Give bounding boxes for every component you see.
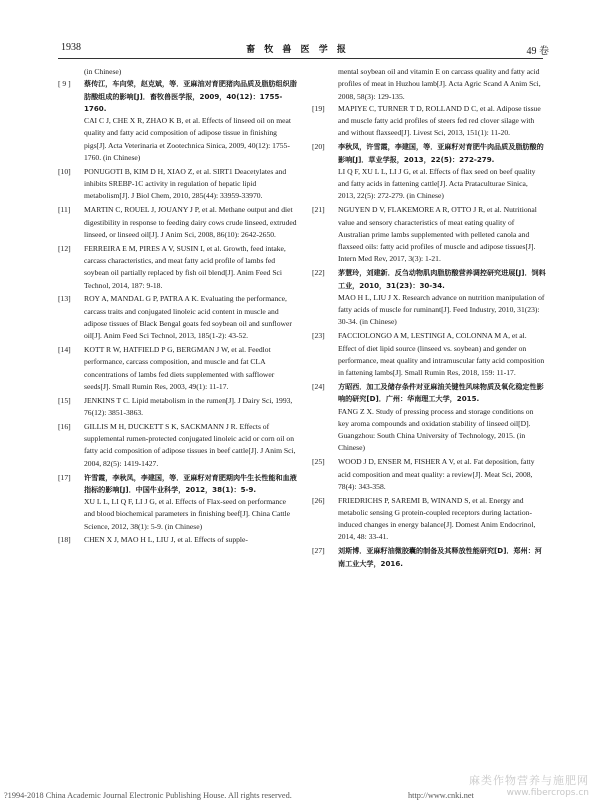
reference-number: [10] [58, 166, 71, 176]
reference-english-text: XU L L, LI Q F, LI J G, et al. Effects of Flax-seed on performance and blood biochemical parameters in finishing beef[J]. China Cattle Science, 2012, 38(1): 5-9. (in Chinese) [84, 497, 291, 531]
reference-english-text: MARTIN C, ROUEL J, JOUANY J P, et al. Methane output and diet digestibility in response to feeding dairy cows crude linseed, extruded linseed, or linseed oil[J]. J Anim Sci, 2008, 86(10): 2642-2650. [84, 205, 297, 239]
reference-item [58, 344, 298, 393]
watermark-text: 麻类作物营养与施肥网 [469, 774, 589, 787]
reference-list-left [58, 78, 298, 546]
reference-number: [14] [58, 345, 71, 355]
reference-body [338, 267, 546, 328]
reference-item [58, 395, 298, 420]
reference-number: [25] [312, 457, 325, 467]
reference-body [84, 166, 298, 203]
reference-continuation: mental soybean oil and vitamin E on carcass quality and fatty acid profiles of meat in Huzhou lamb[J]. Acta Agric Scand A Anim Sci, 2008, 58(3): 129-135. [338, 67, 541, 101]
reference-number: [18] [58, 535, 71, 545]
reference-chinese-text: 方昭西．加工及储存条件对亚麻油关键性风味物质及氧化稳定性影响的研究[D]．广州：华南理工大学，2015. [338, 381, 544, 404]
reference-body [84, 421, 298, 470]
reference-item [312, 381, 546, 455]
reference-body [84, 293, 298, 342]
reference-chinese-text: 蔡传江，车向荣，赵克斌，等．亚麻油对育肥猪肉品质及脂肪组织脂肪酸组成的影响[J]．畜牧兽医学报，2009，40(12)：1755-1760. [84, 79, 297, 113]
reference-number: [19] [312, 103, 325, 113]
watermark-url: www.fibercrops.cn [506, 788, 589, 798]
reference-english-text: JENKINS T C. Lipid metabolism in the rumen[J]. J Dairy Sci, 1993, 76(12): 3851-3863. [84, 395, 293, 418]
reference-body [84, 344, 298, 393]
page-number: 1938 [61, 42, 81, 53]
reference-body [338, 381, 546, 455]
reference-number: [27] [312, 546, 325, 556]
reference-number: [ 9 ] [58, 79, 71, 89]
reference-english-text: FRIEDRICHS P, SAREMI B, WINAND S, et al. Energy and metabolic sensing G protein-coupled receptors during lactation-induced changes in energy balance[J]. Domest Anim Endocrinol, 2014, 48: 33-41. [338, 495, 536, 542]
reference-english-text: WOOD J D, ENSER M, FISHER A V, et al. Fat deposition, fatty acid composition and meat quality: a review[J]. Meat Sci, 2008, 78(4): 343-358. [338, 457, 535, 491]
reference-english-text: CHEN X J, MAO H L, LIU J, et al. Effects of supple- [84, 535, 248, 545]
right-column [312, 66, 546, 571]
reference-number: [21] [312, 205, 325, 215]
reference-item [312, 545, 546, 570]
reference-english-text: ROY A, MANDAL G P, PATRA A K. Evaluating the performance, carcass traits and conjugated linoleic acid content in muscle and adipose tissues of Black Bengal goats fed soybean oil and sunflower oil[J]. Anim Feed Sci Technol, 2013, 185(1-2): 43-52. [84, 294, 292, 341]
reference-body [338, 103, 546, 140]
reference-english-text: FERREIRA E M, PIRES A V, SUSIN I, et al. Growth, feed intake, carcass characteristics, and meat fatty acid profile of lambs fed soybean oil partially replaced by fish oil blend[J]. Anim Feed Sci Technol, 2014, 187: 9-18. [84, 243, 286, 290]
reference-item [58, 243, 298, 292]
reference-item [312, 103, 546, 140]
reference-body [84, 78, 298, 164]
reference-item [312, 456, 546, 493]
reference-item [58, 78, 298, 164]
reference-english-text: FACCIOLONGO A M, LESTINGI A, COLONNA M A, et al. Effect of diet lipid source (linseed vs. soybean) and gender on performance, meat quality and intramuscular fatty acid composition in fattening lambs[J]. Small Rumin Res, 2018, 159: 11-17. [338, 331, 545, 378]
reference-body [338, 495, 546, 544]
page-header [0, 42, 595, 56]
reference-english-text: GILLIS M H, DUCKETT S K, SACKMANN J R. Effects of supplemental rumen-protected conjugated linoleic acid or corn oil on fatty acid composition of adipose tissues in beef cattle[J]. J Anim Sci, 2004, 82(5): 1419-1427. [84, 421, 296, 468]
reference-item [58, 293, 298, 342]
reference-number: [11] [58, 205, 71, 215]
volume-label: 49 卷 [526, 46, 549, 57]
reference-item [58, 534, 298, 546]
reference-english-text: MAO H L, LIU J X. Research advance on nutrition manipulation of fatty acids of muscle for ruminant[J]. Feed Industry, 2010, 31(23): 30-34. (in Chinese) [338, 292, 545, 327]
reference-body [84, 534, 298, 546]
reference-number: [20] [312, 142, 325, 152]
watermark [469, 772, 589, 798]
reference-item [312, 141, 546, 202]
reference-item [58, 472, 298, 533]
reference-body [84, 395, 298, 420]
reference-chinese-text: 茅慧玲，刘建新．反刍动物肌肉脂肪酸营养调控研究进展[J]．饲料工业，2010，31(23)：30-34. [338, 268, 546, 290]
reference-number: [13] [58, 294, 71, 304]
reference-number: [15] [58, 395, 71, 405]
reference-number: [12] [58, 243, 71, 253]
reference-body [84, 243, 298, 292]
reference-number: [23] [312, 331, 325, 341]
cnki-link[interactable]: http://www.cnki.net [408, 791, 474, 800]
reference-item [312, 267, 546, 328]
reference-number: [26] [312, 495, 325, 505]
reference-body [84, 204, 298, 241]
reference-number: [17] [58, 472, 71, 482]
reference-english-text: PONUGOTI B, KIM D H, XIAO Z, et al. SIRT1 Deacetylates and inhibits SREBP-1C activity in regulation of hepatic lipid metabolism[J]. J Biol Chem, 2010, 285(44): 33959-33970. [84, 166, 287, 201]
header-rule [58, 58, 543, 59]
copyright-notice: ?1994-2018 China Academic Journal Electronic Publishing House. All rights reserved. [4, 791, 292, 800]
reference-list-right [312, 103, 546, 570]
reference-item [58, 166, 298, 203]
reference-english-text: LI Q F, XU L L, LI J G, et al. Effects of flax seed on beef quality and fatty acids in fattening cattle[J]. Acta Prataculturae Sinica, 2013, 22(5): 272-279. (in Chinese) [338, 166, 536, 201]
reference-body [338, 141, 546, 202]
reference-body [338, 456, 546, 493]
reference-english-text: MAPIYE C, TURNER T D, ROLLAND D C, et al. Adipose tissue and muscle fatty acid profiles of steers fed red clover silage with and without flaxseed[J]. Livest Sci, 2013, 151(1): 11-20. [338, 103, 541, 138]
reference-item [58, 204, 298, 241]
reference-item [312, 495, 546, 544]
reference-body [84, 472, 298, 533]
left-column [58, 66, 298, 548]
reference-body [338, 545, 546, 570]
reference-continuation: (in Chinese) [84, 67, 122, 76]
reference-item [58, 421, 298, 470]
reference-english-text: KOTT R W, HATFIELD P G, BERGMAN J W, et al. Feedlot performance, carcass composition, and muscle and fat CLA concentrations of lambs fed diets supplemented with safflower seeds[J]. Small Rumin Res, 2003, 49(1): 11-17. [84, 345, 275, 391]
reference-number: [16] [58, 421, 71, 431]
reference-english-text: CAI C J, CHE X R, ZHAO K B, et al. Effects of linseed oil on meat quality and fatty acid composition of adipose tissue in finishing pigs[J]. Acta Veterinaria et Zootechnica Sinica, 2009, 40(12): 1755-1760. (in Chinese) [84, 116, 291, 163]
reference-number: [22] [312, 268, 325, 278]
reference-chinese-text: 李秋凤，许雪霞，李建国，等．亚麻籽对育肥牛肉品质及脂肪酸的影响[J]．草业学报，2013，22(5)：272-279. [338, 142, 544, 164]
reference-body [338, 330, 546, 379]
reference-item [312, 204, 546, 265]
reference-english-text: FANG Z X. Study of pressing process and storage conditions on key aroma compounds and oxidation stability of linseed oil[D]. Guangzhou: South China University of Technology, 2015. (in Chinese) [338, 406, 534, 453]
reference-body [338, 204, 546, 265]
reference-chinese-text: 刘斯博．亚麻籽油微胶囊的制备及其释放性能研究[D]．郑州：河南工业大学，2016. [338, 546, 542, 568]
reference-item [312, 330, 546, 379]
journal-title: 畜 牧 兽 医 学 报 [246, 45, 349, 55]
reference-chinese-text: 许雪霞，李秋凤，李建国，等．亚麻籽对育肥期肉牛生长性能和血液指标的影响[J]．中国牛业科学，2012，38(1)：5-9. [84, 472, 297, 494]
reference-number: [24] [312, 381, 325, 391]
reference-english-text: NGUYEN D V, FLAKEMORE A R, OTTO J R, et al. Nutritional value and sensory characteristics of meat eating quality of Australian prime lambs supplemented with pelleted canola and flaxseed oils: fatty acid profiles of muscle and adipose tissues[J]. Intern Med Rev, 2017, 3(3): 1-21. [338, 205, 537, 264]
